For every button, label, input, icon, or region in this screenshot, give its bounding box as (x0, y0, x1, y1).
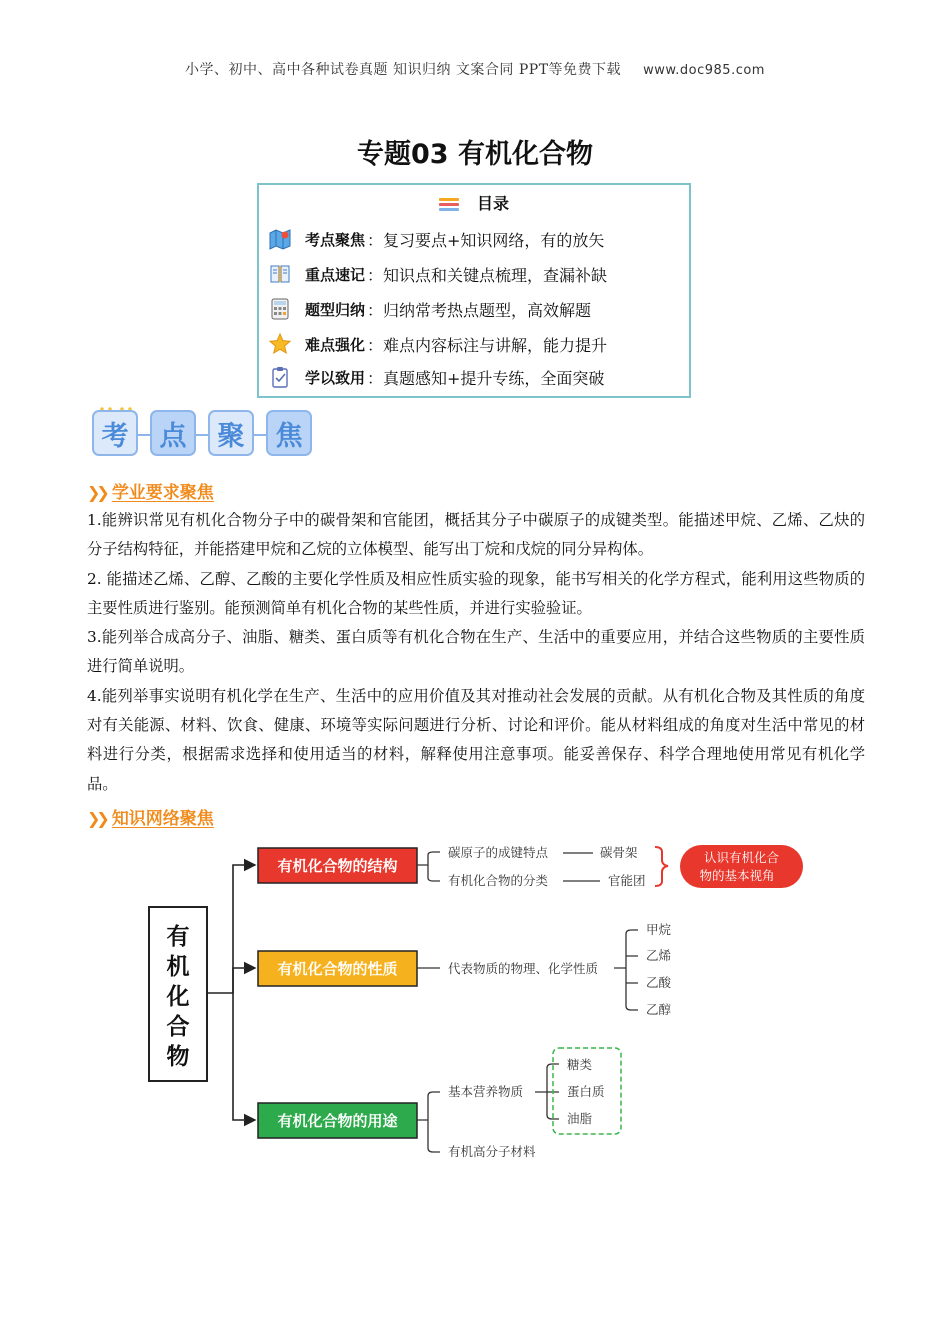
badge-jiao: 焦 (266, 410, 312, 456)
toc-item-desc: ：难点内容标注与讲解，能力提升 (367, 335, 608, 355)
paragraph: 1.能辨识常见有机化合物分子中的碳骨架和官能团，概括其分子中碳原子的成键类型。能描述甲烷、乙烯、乙炔的分子结构特征，并能搭建甲烷和乙烷的立体模型、能写出丁烷和戊烷的同分异构体。 (87, 511, 865, 559)
brace (655, 847, 668, 886)
target-text: 碳骨架 (600, 845, 638, 860)
header-text: 小学、初中、高中各种试卷真题 知识归纳 文案合同 PPT等免费下载 (185, 62, 622, 78)
badge-dian: 点 (150, 410, 196, 456)
double-chevron-icon: ❯❯ (87, 483, 106, 502)
connector (207, 865, 255, 993)
target-text: 油脂 (567, 1111, 593, 1126)
branch-label: 有机化合物的性质 (277, 960, 398, 978)
target-text: 乙烯 (646, 948, 672, 963)
target-text: 甲烷 (646, 922, 672, 937)
leaf-text: 代表物质的物理、化学性质 (448, 961, 599, 976)
paragraph: 3.能列举合成高分子、油脂、糖类、蛋白质等有机化合物在生产、生活中的重要应用，并结合这些物质的主要性质进行简单说明。 (87, 628, 865, 676)
toc-item-desc: ：归纳常考热点题型，高效解题 (367, 300, 592, 320)
leaf-text: 有机化合物的分类 (448, 873, 549, 888)
double-chevron-icon: ❯❯ (87, 809, 106, 828)
section-title-text: 学业要求聚焦 (111, 483, 214, 503)
leaf-text: 有机高分子材料 (448, 1144, 536, 1159)
target-text: 官能团 (608, 873, 646, 888)
toc-heading-label: 目录 (476, 194, 509, 213)
branch-label: 有机化合物的结构 (277, 857, 398, 875)
paragraph: 2. 能描述乙烯、乙醇、乙酸的主要化学性质及相应性质实验的现象，能书写相关的化学方程式，能利用这些物质的主要性质进行鉴别。能预测简单有机化合物的某些性质，并进行实验验证。 (87, 569, 865, 617)
connector (233, 993, 255, 1120)
connector (417, 852, 440, 881)
badge-kao: 考 (92, 410, 138, 456)
connector (614, 930, 638, 1010)
toc-item-key: 难点强化 (305, 335, 366, 354)
toc-item-key: 考点聚焦 (305, 230, 366, 249)
page-title: 专题03 有机化合物 (357, 139, 593, 170)
target-text: 糖类 (567, 1057, 593, 1072)
root-char: 物 (166, 1044, 190, 1070)
badge-ju: 聚 (208, 410, 254, 456)
toc-item-key: 题型归纳 (305, 300, 366, 319)
root-char: 化 (166, 984, 190, 1010)
toc-item-key: 重点速记 (305, 265, 366, 284)
connector (535, 1064, 559, 1119)
summary-text: 物的基本视角 (699, 868, 775, 883)
toc-item-desc: ：知识点和关键点梳理，查漏补缺 (367, 265, 608, 285)
root-char: 机 (166, 954, 190, 980)
root-char: 合 (166, 1014, 190, 1040)
branch-label: 有机化合物的用途 (277, 1112, 398, 1130)
target-text: 乙酸 (646, 975, 672, 990)
connector (417, 1092, 440, 1152)
summary-text: 认识有机化合 (703, 850, 780, 865)
toc-item-key: 学以致用 (305, 368, 366, 387)
paragraph: 4.能列举事实说明有机化学在生产、生活中的应用价值及其对推动社会发展的贡献。从有机化合物及其性质的角度对有关能源、材料、饮食、健康、环境等实际问题进行分析、讨论和评价。能从材料组成的角度对生活中常见的材料进行分类，根据需求选择和使用适当的材料，解释使用注意事项。能妥善保存、科学合理地使用常见有机化学品。 (87, 686, 865, 793)
target-text: 蛋白质 (567, 1084, 605, 1099)
header-url[interactable]: www.doc985.com (643, 63, 765, 78)
root-char: 有 (166, 924, 190, 950)
target-text: 乙醇 (646, 1002, 672, 1017)
section-title-text: 知识网络聚焦 (111, 809, 214, 829)
leaf-text: 碳原子的成键特点 (448, 845, 549, 860)
leaf-text: 基本营养物质 (448, 1084, 524, 1099)
toc-item-desc: ：真题感知+提升专练，全面突破 (367, 368, 605, 388)
connector (233, 968, 255, 993)
toc-item-desc: ：复习要点+知识网络，有的放矢 (367, 230, 605, 250)
